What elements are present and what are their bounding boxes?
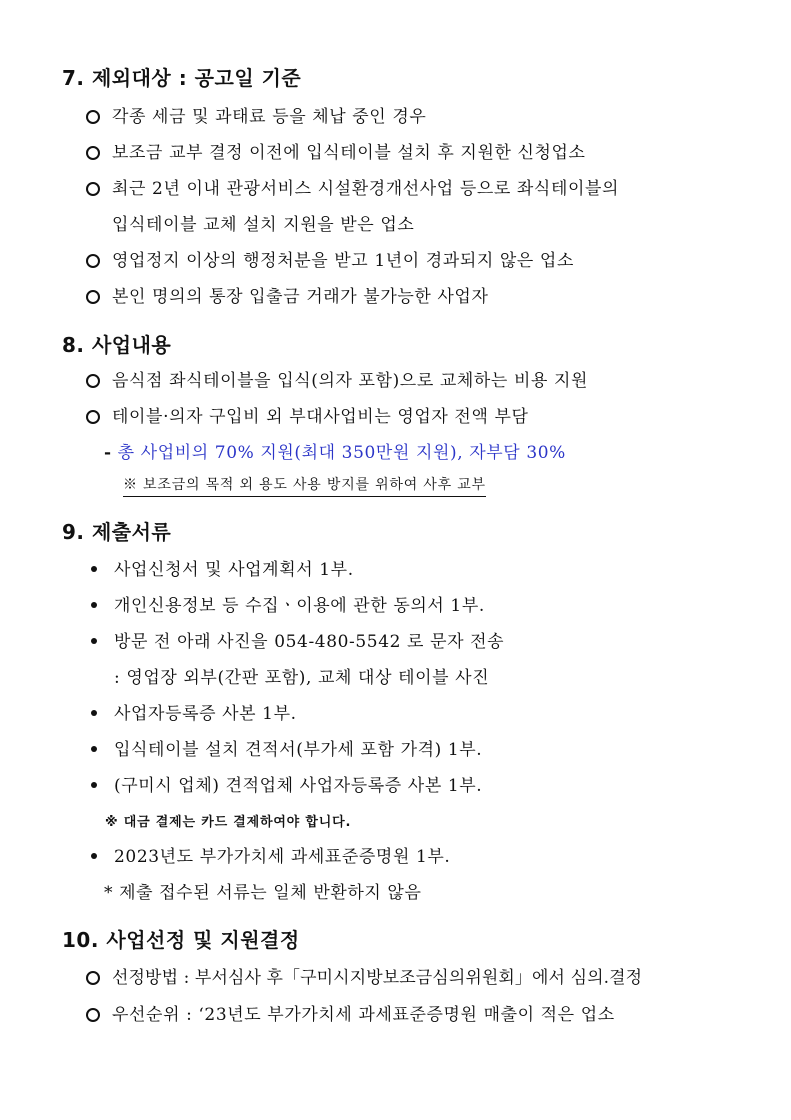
section-9-heading: 9. 제출서류 (62, 520, 172, 544)
dot-bullet-icon (91, 710, 97, 716)
dot-bullet-icon (91, 638, 97, 644)
dash-bullet: - (104, 443, 112, 463)
exclusion-item-continued: 입식테이블 교체 설치 지원을 받은 업소 (112, 215, 415, 235)
document-item-continued: : 영업장 외부(간판 포함), 교체 대상 테이블 사진 (114, 668, 490, 688)
content-item: 음식점 좌식테이블을 입식(의자 포함)으로 교체하는 비용 지원 (112, 371, 589, 391)
document-item: 사업신청서 및 사업계획서 1부. (114, 560, 354, 580)
dot-bullet-icon (91, 566, 97, 572)
exclusion-item: 영업정지 이상의 행정처분을 받고 1년이 경과되지 않은 업소 (112, 251, 574, 271)
subsidy-note: ※ 보조금의 목적 외 용도 사용 방지를 위하여 사후 교부 (123, 474, 486, 497)
exclusion-item: 보조금 교부 결정 이전에 입식테이블 설치 후 지원한 신청업소 (112, 143, 586, 163)
no-return-note: * 제출 접수된 서류는 일체 반환하지 않음 (104, 883, 422, 903)
circle-bullet-icon (86, 110, 100, 124)
circle-bullet-icon (86, 146, 100, 160)
dot-bullet-icon (91, 853, 97, 859)
dot-bullet-icon (91, 782, 97, 788)
document-item: 2023년도 부가가치세 과세표준증명원 1부. (114, 847, 451, 867)
support-ratio-line (104, 438, 566, 463)
dot-bullet-icon (91, 602, 97, 608)
document-item: 입식테이블 설치 견적서(부가세 포함 가격) 1부. (114, 740, 483, 760)
document-item: (구미시 업체) 견적업체 사업자등록증 사본 1부. (114, 776, 483, 796)
document-item: 사업자등록증 사본 1부. (114, 704, 297, 724)
section-7-heading: 7. 제외대상 : 공고일 기준 (62, 66, 302, 90)
circle-bullet-icon (86, 254, 100, 268)
section-8-heading: 8. 사업내용 (62, 333, 172, 357)
circle-bullet-icon (86, 374, 100, 388)
document-item: 개인신용정보 등 수집ㆍ이용에 관한 동의서 1부. (114, 596, 485, 616)
selection-method: 선정방법 : 부서심사 후「구미시지방보조금심의위원회」에서 심의.결정 (112, 968, 643, 988)
document-item: 방문 전 아래 사진을 054-480-5542 로 문자 전송 (114, 632, 505, 652)
circle-bullet-icon (86, 1008, 100, 1022)
selection-priority: 우선순위 : ‘23년도 부가가치세 과세표준증명원 매출이 적은 업소 (112, 1005, 615, 1025)
circle-bullet-icon (86, 182, 100, 196)
card-payment-note: ※ 대금 결제는 카드 결제하여야 합니다. (105, 815, 352, 830)
content-item: 테이블·의자 구입비 외 부대사업비는 영업자 전액 부담 (112, 407, 529, 427)
exclusion-item: 본인 명의의 통장 입출금 거래가 불가능한 사업자 (112, 287, 489, 307)
circle-bullet-icon (86, 290, 100, 304)
exclusion-item: 최근 2년 이내 관광서비스 시설환경개선사업 등으로 좌식테이블의 (112, 179, 620, 199)
circle-bullet-icon (86, 971, 100, 985)
dot-bullet-icon (91, 746, 97, 752)
circle-bullet-icon (86, 410, 100, 424)
section-10-heading: 10. 사업선정 및 지원결정 (62, 928, 300, 952)
exclusion-item: 각종 세금 및 과태료 등을 체납 중인 경우 (112, 107, 427, 127)
support-ratio-text: 총 사업비의 70% 지원(최대 350만원 지원), 자부담 30% (117, 443, 566, 463)
